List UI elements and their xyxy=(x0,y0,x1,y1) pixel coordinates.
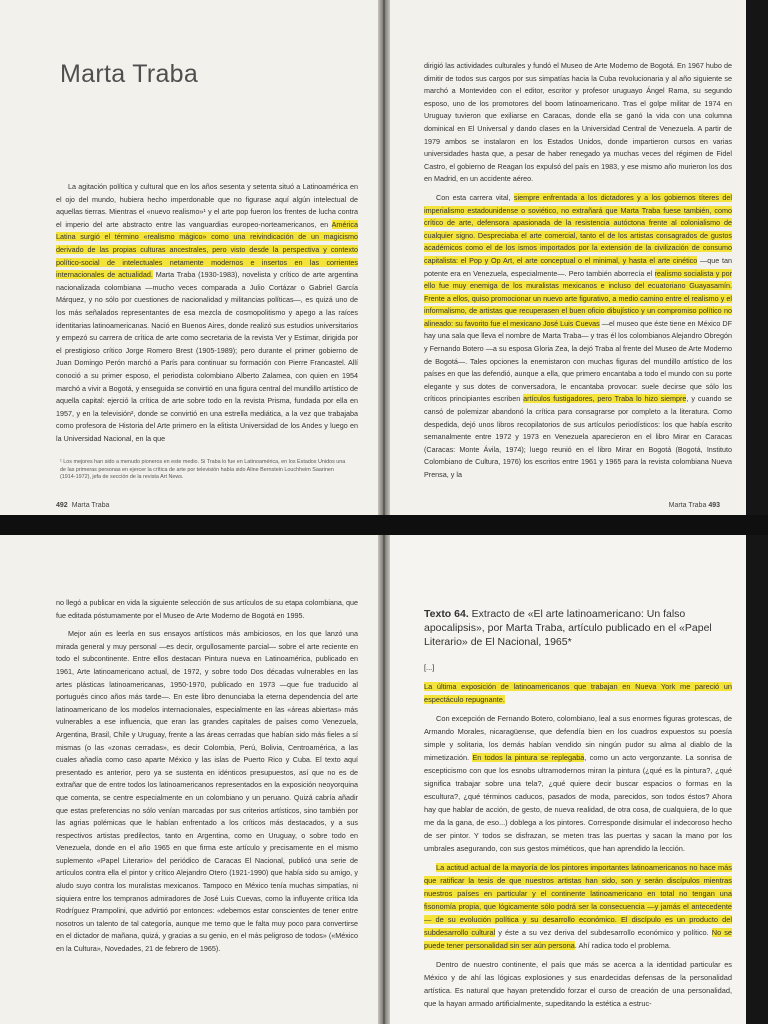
highlighted-text: artículos fustigadores, pero Traba lo hizo siempre xyxy=(523,394,687,404)
paragraph xyxy=(424,680,732,706)
text-title: Extracto de «El arte latinoamericano: Un falso apocalipsis», por Marta Traba, artículo publicado en el «Papel Literario» de El Nacional, 1965* xyxy=(424,608,712,648)
highlighted-text: No se puede tener personalidad sin ser aún persona xyxy=(424,928,733,950)
folio-493 xyxy=(669,502,724,509)
text-run: —que tan potente era en Venezuela, especialmente—. Pero también aborrecía el xyxy=(424,255,732,278)
page-number: 493 xyxy=(708,502,720,509)
page-493 xyxy=(384,0,746,515)
bottom-spread xyxy=(0,535,768,1024)
highlighted-text: En todos la pintura se replegaba xyxy=(472,753,585,762)
text-run: y éste a su vez deriva del subdesarrollo económico y político. xyxy=(495,928,712,937)
highlighted-text: siempre enfrentada a los dictadores y a los gobiernos títeres del imperialismo estadounidense o soviético, no extrañará que Marta Traba fuese también, como crítico de arte, defensora apasionada de la resistencia autóctona frente al colonialismo de cualquier signo. Despreciaba el arte comercial, tanto el de los artistas consagrados de gustos académicos como el de los ismos importados por la extensión de la civilización de consumo capitalista: el Pop y Op Art, el arte conceptual o el minimal, y hasta el arte cinético xyxy=(424,192,732,265)
chapter-title: Marta Traba xyxy=(60,60,199,88)
paragraph xyxy=(424,712,732,855)
running-head: Marta Traba xyxy=(71,502,110,509)
book-gutter xyxy=(378,0,390,515)
text-run: . Ahí radica todo el problema. xyxy=(574,941,671,950)
text-run: no llegó a publicar en vida la siguiente selección de sus artículos de su etapa colombiana, que fue editada póstumamente por el Museo de Arte Moderno de Bogotá en 1995. xyxy=(56,598,358,620)
text-run: Con esta carrera vital, xyxy=(436,192,514,202)
page-494-body xyxy=(56,597,358,956)
paragraph xyxy=(424,861,732,952)
book-gutter xyxy=(378,535,390,1024)
paragraph xyxy=(56,628,358,955)
text-number: Texto 64. xyxy=(424,608,469,620)
ellipsis-marker: [...] xyxy=(424,663,435,672)
text-run: , y cuando se cansó de polemizar abandonó la crítica para consagrarse por completo a la literatura. Como despedida, dejó unos libros recopilatorios de sus artículos periodísticos: los que había escrito semanalmente entre 1972 y 1973 en Venezuela aparecieron en el libro Mirar en Caracas (Caracas: Monte Ávila, 1974); luego reunió en el libro Mirar en Bogotá (Bogotá, Instituto Colombiano de Cultura, 1976) los escritos entre 1961 y 1965 para la revista colombiana Nueva Prensa, y la xyxy=(424,394,732,479)
folio-492 xyxy=(56,502,109,509)
scan-edge xyxy=(746,0,768,515)
text-run: dirigió las actividades culturales y fundó el Museo de Arte Moderno de Bogotá. En 1967 hubo de dimitir de todos sus cargos por sus simpatías hacia la Cuba revolucionaria y al año siguiente se marchó a Montevideo con el editor, escritor y profesor uruguayo Ángel Rama, su segundo esposo, uno de los promotores del boom latinoamericano. Tras el golpe militar de 1974 en Uruguay tuvieron que exiliarse en Caracas, donde ella se ganó la vida con una columna dominical en El Universal y dando clases en la Universidad Central de Venezuela. A partir de 1979 ambos se instalaron en los Estados Unidos, donde impartieron cursos en varias universidades hasta que, a pesar de haber renegado ya muchas veces del régimen de Fidel Castro, el gobierno de Reagan los expulsó del país en 1983, y ese mismo año murieron los dos en Madrid, en un accidente aéreo. xyxy=(424,61,732,184)
paragraph xyxy=(56,181,358,445)
paragraph xyxy=(424,192,732,482)
text-run: Dentro de nuestro continente, el país que más se acerca a la identidad particular es México y de ahí las lógicas explosiones y sus enardecidas defensas de la personalidad artística. Es natural que hayan pretendido forzar el curso de creación de una personalidad, que la hayan armado artificialmente, supeditando la estética a estruc- xyxy=(424,960,732,1008)
highlighted-text: América Latina surgió el término «realismo mágico» como una reivindicación de un magicismo derivado de las propias culturas ancestrales, pero visto desde la perspectiva y contexto político-social de intelectuales netamente modernos e insertos en las corrientes internacionales de actualidad. xyxy=(56,219,358,280)
highlighted-text: La actitud actual de la mayoría de los pintores importantes latinoamericanos no hace más que ratificar la tesis de que nuestros artistas han sido, son y serán discípulos mientras nuestros países en particular y el continente latinoamericano en total no tengan una fisonomía propia, que lógicamente sólo podrá ser la consecuencia —y jamás el antecedente— de su evolución política y su desarrollo económico. El discípulo es un producto del subdesarrollo cultural xyxy=(424,863,732,937)
page-492 xyxy=(0,0,384,515)
text-run: , como un acto vergonzante. La sonrisa de escepticismo con que los esnobs ultramodernos miran la pintura (¿qué es la pintura?, ¿qué significa trabajar sobre una tela?, ¿qué quiere decir buscar espacios o formas en la escultura?, ¿qué términos caducos, pasados de moda, parecidos, son todos éstos? Ahora hay que hablar de acción, de gesto, de nueva realidad, de otra cosa, de cualquiera, de lo que me da la gana, de eso...) doblega a los pintores. Corresponde disimular el indecoroso hecho de ser pintor. Y todos se disfrazan, se meten tras las puertas y sacan la mano por los umbrales asegurando, con sus gestos miméticos, que han aprendido la lección. xyxy=(424,753,732,853)
text-run: La agitación política y cultural que en los años sesenta y setenta situó a Latinoamérica en el ojo del mundo, hubiera hecho imperdonable que no figurase aquí algún intelectual de aquellas tierras. Mientras el «nuevo realismo»¹ y el arte pop fueron los frentes de lucha contra el imperio del arte abstracto entre las vanguardias europeo-norteamericanos, en xyxy=(56,182,358,229)
page-494 xyxy=(0,535,384,1024)
paragraph xyxy=(424,60,732,186)
page-495 xyxy=(384,535,746,1024)
page-493-body xyxy=(424,60,732,482)
scan-divider xyxy=(0,515,768,535)
text-run: —el museo que éste tiene en México DF hay una sala que lleva el nombre de Marta Traba— y tras él los colombianos Alejandro Obregón y Fernando Botero —a su esposa Gloria Zea, la dejó Traba al frente del Museo de Arte Moderno de Bogotá—. Tales opciones la enemistaron con muchas figuras del mundillo artístico de los países en que las defendió, aunque a ella, que primero encantaba a todo el mundo con su porte elegante y sus dotes de conversadora, le encantaba provocar: suele decirse que sólo los críticos principiantes escriben xyxy=(424,318,732,404)
text-run: Marta Traba (1930-1983), novelista y crítico de arte argentina nacionalizada colombiana —mucho veces comparada a Julio Cortázar o Gabriel García Márquez, y no sólo por cuestiones de nacionalidad y militancias políticas—, es quizá uno de los más señalados representantes de esa mezcla de cosmopolitismo y apego a las raíces identitarias latinoamericanas. Nació en Buenos Aires, donde realizó sus estudios universitarios y empezó su carrera de crítica de arte como secretaria de la revista Ver y Estimar, dirigida por el prestigioso crítico Jorge Romero Brest (1905-1989); pero durante el primer gobierno de Juan Domingo Perón marchó a París para continuar su formación con Pierre Francastel. Allí conoció a su primer esposo, el periodista colombiano Alberto Zalamea, con quien en 1954 marchó a vivir a Bogotá, y enseguida se convirtió en una figura central del mundillo artístico de aquella capital: ejerció la crítica de arte sobre todo en la revista Prisma, fundada por ella en 1957, y en la televisión², donde se convirtió en una estrella mediática, a la vez que trabajaba como profesora de Historia del Arte primero en la elitista Universidad de los Andes y luego en la Universidad Nacional, en la que xyxy=(56,270,358,443)
running-head: Marta Traba xyxy=(668,502,707,509)
highlighted-text: La última exposición de latinoamericanos que trabajan en Nueva York me pareció un espectáculo repugnante. xyxy=(424,682,732,704)
page-number: 492 xyxy=(56,502,68,509)
paragraph xyxy=(56,597,358,622)
paragraph xyxy=(424,958,732,1010)
text-heading xyxy=(424,607,732,649)
page-492-body xyxy=(56,181,358,445)
page-495-body xyxy=(424,680,732,1010)
footnote: ¹ Los mejores han sido a menudo pioneros en este medio. Si Traba lo fue en Latinoamérica, en los Estados Unidos una de las primeras personas en ejercer la crítica de arte por televisión había sido Aline Bernstein Louchheim Saarinen (1914-1972), jefa de sección de la revista Art News. xyxy=(60,459,346,481)
scan-edge xyxy=(746,535,768,1024)
text-run: Con excepción de Fernando Botero, colombiano, leal a sus enormes figuras grotescas, de Armando Morales, nicaragüense, que defendía bien en los cuadros expuestos su poesía simple y solitaria, los demás habían vendido sin ningún pudor su alma al diablo de la mimetización. xyxy=(424,714,732,762)
text-run: Mejor aún es leerla en sus ensayos artísticos más ambiciosos, en los que lanzó una mirada general y muy personal —es decir, orgullosamente parcial— sobre el arte reciente en todo el subcontinente. Entre ellos destacan Pintura nueva en Latinoamérica, publicado en 1961, Arte latinoamericano actual, de 1972, y sobre todo Dos décadas vulnerables en las artes plásticas latinoamericanas, 1950-1970, publicado en 1973 —que fue traducido al portugués cinco años más tarde—. En este libro denunciaba la eterna dependencia del arte latinoamericano de los modelos internacionales, especialmente en las «áreas abiertas» más vulnerables a ese influencia, que eran las grandes capitales de países como Venezuela, Argentina, Brasil, Chile y Uruguay, frente a las áreas cerradas que habían sido más fieles a sí mismas (o las «zonas cerradas», es decir Colombia, Perú, Bolivia, Centroamérica, a las cuales añadía como caso aparte México y las islas de Puerto Rico y Cuba. El texto aquí presentado es anterior, pero ya se sustenta en idénticos presupuestos, así que no es de extrañar que de entre todos los latinoamericanos representados en la exposición neoyorquina que comenta, se centre especialmente en un colombiano y un peruano. Quizá cabría añadir que estas preferencias no sólo venían marcadas por sus criterios artísticos, sino también por las agrias polémicas que le habían enfrentado a los críticos más destacados, y a sus respectivos artistas predilectos, tanto en Argentina, como en Uruguay, o sobre todo en Venezuela, donde en el año 1965 en que firma este artículo y precisamente en el mismo suplemento «Papel Literario» del periódico de Caracas El Nacional, publicó una serie de artículos contra ella el pintor y crítico Alejandro Otero (1921-1990) que había sido su amigo, y aludo suyo contra los muralistas mexicanos. Tampoco en México tenía muchas simpatías, ni siquiera entre los tempranos admiradores de José Luis Cuevas, como la influyente crítica Ida Rodríguez Prampolini, que advirtió por entonces: «debemos estar conscientes de tener entre nosotros un talento de tal categoría, aunque me temo que le falta muy poco para convertirse en el dictador de mañana, quizá, y gracias a su genio, en el más peligroso de todos» («México en la Cultura», Novedades, 21 de febrero de 1965). xyxy=(56,629,358,954)
highlighted-text: realismo socialista y por ello fue muy enemiga de los muralistas mexicanos e incluso del ecuatoriano Guayasamín. Frente a ellos, quiso promocionar un nuevo arte figurativo, a medio camino entre el realismo y el informalismo, de artistas que recuperasen el buen oficio dibujístico y un compromiso político no alineado: su favorito fue el mexicano José Luis Cuevas xyxy=(424,268,732,328)
